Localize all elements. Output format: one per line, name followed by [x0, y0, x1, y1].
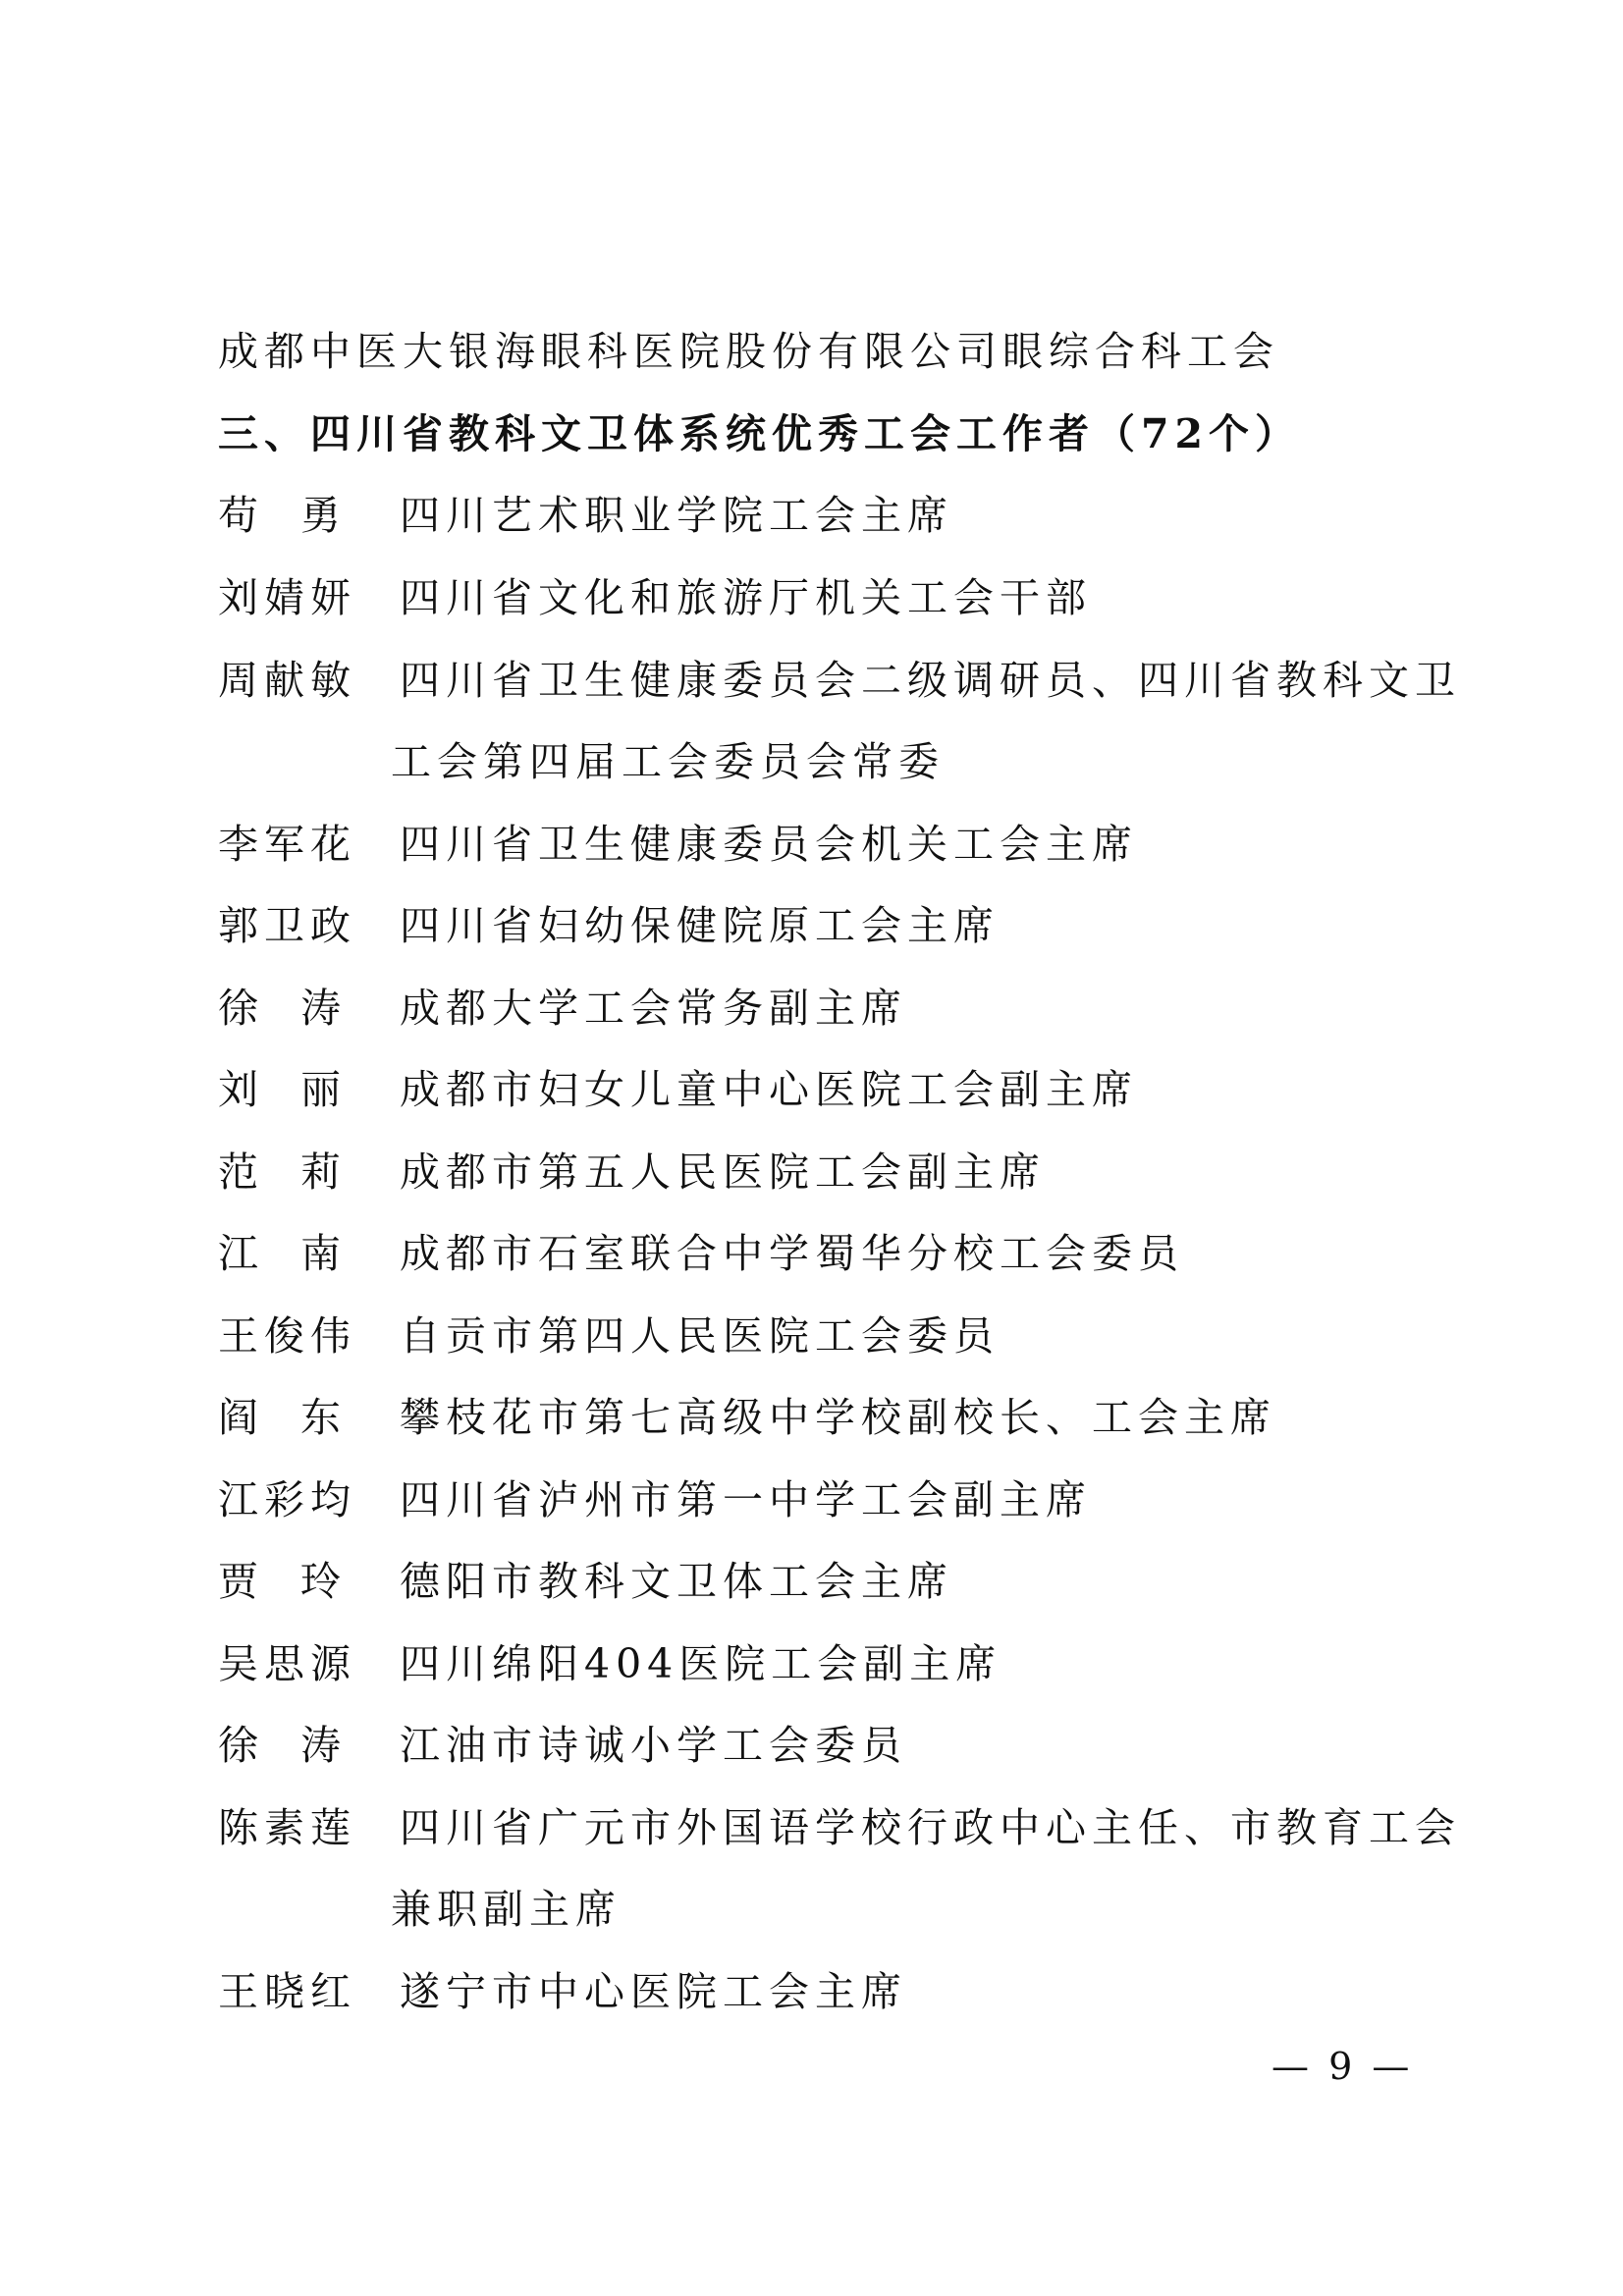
person-position: 四川省文化和旅游厅机关工会干部 — [400, 574, 1092, 621]
person-name: 陈素莲 — [218, 1804, 356, 1851]
person-name: 李军花 — [218, 821, 356, 868]
person-position: 四川省广元市外国语学校行政中心主任、市教育工会 — [400, 1804, 1461, 1851]
person-name: 刘丽 — [218, 1066, 383, 1113]
person-position: 四川省泸州市第一中学工会副主席 — [400, 1476, 1092, 1523]
person-position: 德阳市教科文卫体工会主席 — [400, 1558, 953, 1605]
person-position: 四川艺术职业学院工会主席 — [400, 492, 953, 539]
person-name: 王晓红 — [218, 1968, 356, 2015]
person-name: 周献敏 — [218, 657, 356, 704]
person-position: 遂宁市中心医院工会主席 — [400, 1968, 907, 2015]
person-position-continued: 工会第四届工会委员会常委 — [391, 738, 945, 785]
person-position: 四川省卫生健康委员会二级调研员、四川省教科文卫 — [400, 657, 1461, 704]
section-heading: 三、四川省教科文卫体系统优秀工会工作者（72个） — [218, 410, 1302, 457]
person-position: 攀枝花市第七高级中学校副校长、工会主席 — [400, 1394, 1276, 1441]
page-number: — 9 — — [1271, 2045, 1414, 2088]
person-name: 吴思源 — [218, 1640, 356, 1687]
person-position: 四川绵阳404医院工会副主席 — [400, 1640, 1002, 1687]
person-position: 四川省妇幼保健院原工会主席 — [400, 902, 1000, 949]
person-name: 王俊伟 — [218, 1312, 356, 1360]
person-name: 刘婧妍 — [218, 574, 356, 621]
person-position: 自贡市第四人民医院工会委员 — [400, 1312, 1000, 1360]
person-name: 范莉 — [218, 1148, 383, 1196]
person-name: 徐涛 — [218, 1722, 383, 1769]
person-name: 阎东 — [218, 1394, 383, 1441]
person-name: 徐涛 — [218, 985, 383, 1032]
person-position: 成都大学工会常务副主席 — [400, 985, 907, 1032]
person-name: 江彩均 — [218, 1476, 356, 1523]
person-position: 成都市第五人民医院工会副主席 — [400, 1148, 1046, 1196]
person-name: 贾玲 — [218, 1558, 383, 1605]
person-position-continued: 兼职副主席 — [391, 1886, 622, 1933]
continued-line: 成都中医大银海眼科医院股份有限公司眼综合科工会 — [218, 328, 1279, 375]
person-name: 苟勇 — [218, 492, 383, 539]
person-position: 成都市妇女儿童中心医院工会副主席 — [400, 1066, 1138, 1113]
person-name: 郭卫政 — [218, 902, 356, 949]
person-name: 江南 — [218, 1230, 383, 1277]
person-position: 成都市石室联合中学蜀华分校工会委员 — [400, 1230, 1184, 1277]
person-position: 四川省卫生健康委员会机关工会主席 — [400, 821, 1138, 868]
person-position: 江油市诗诚小学工会委员 — [400, 1722, 907, 1769]
